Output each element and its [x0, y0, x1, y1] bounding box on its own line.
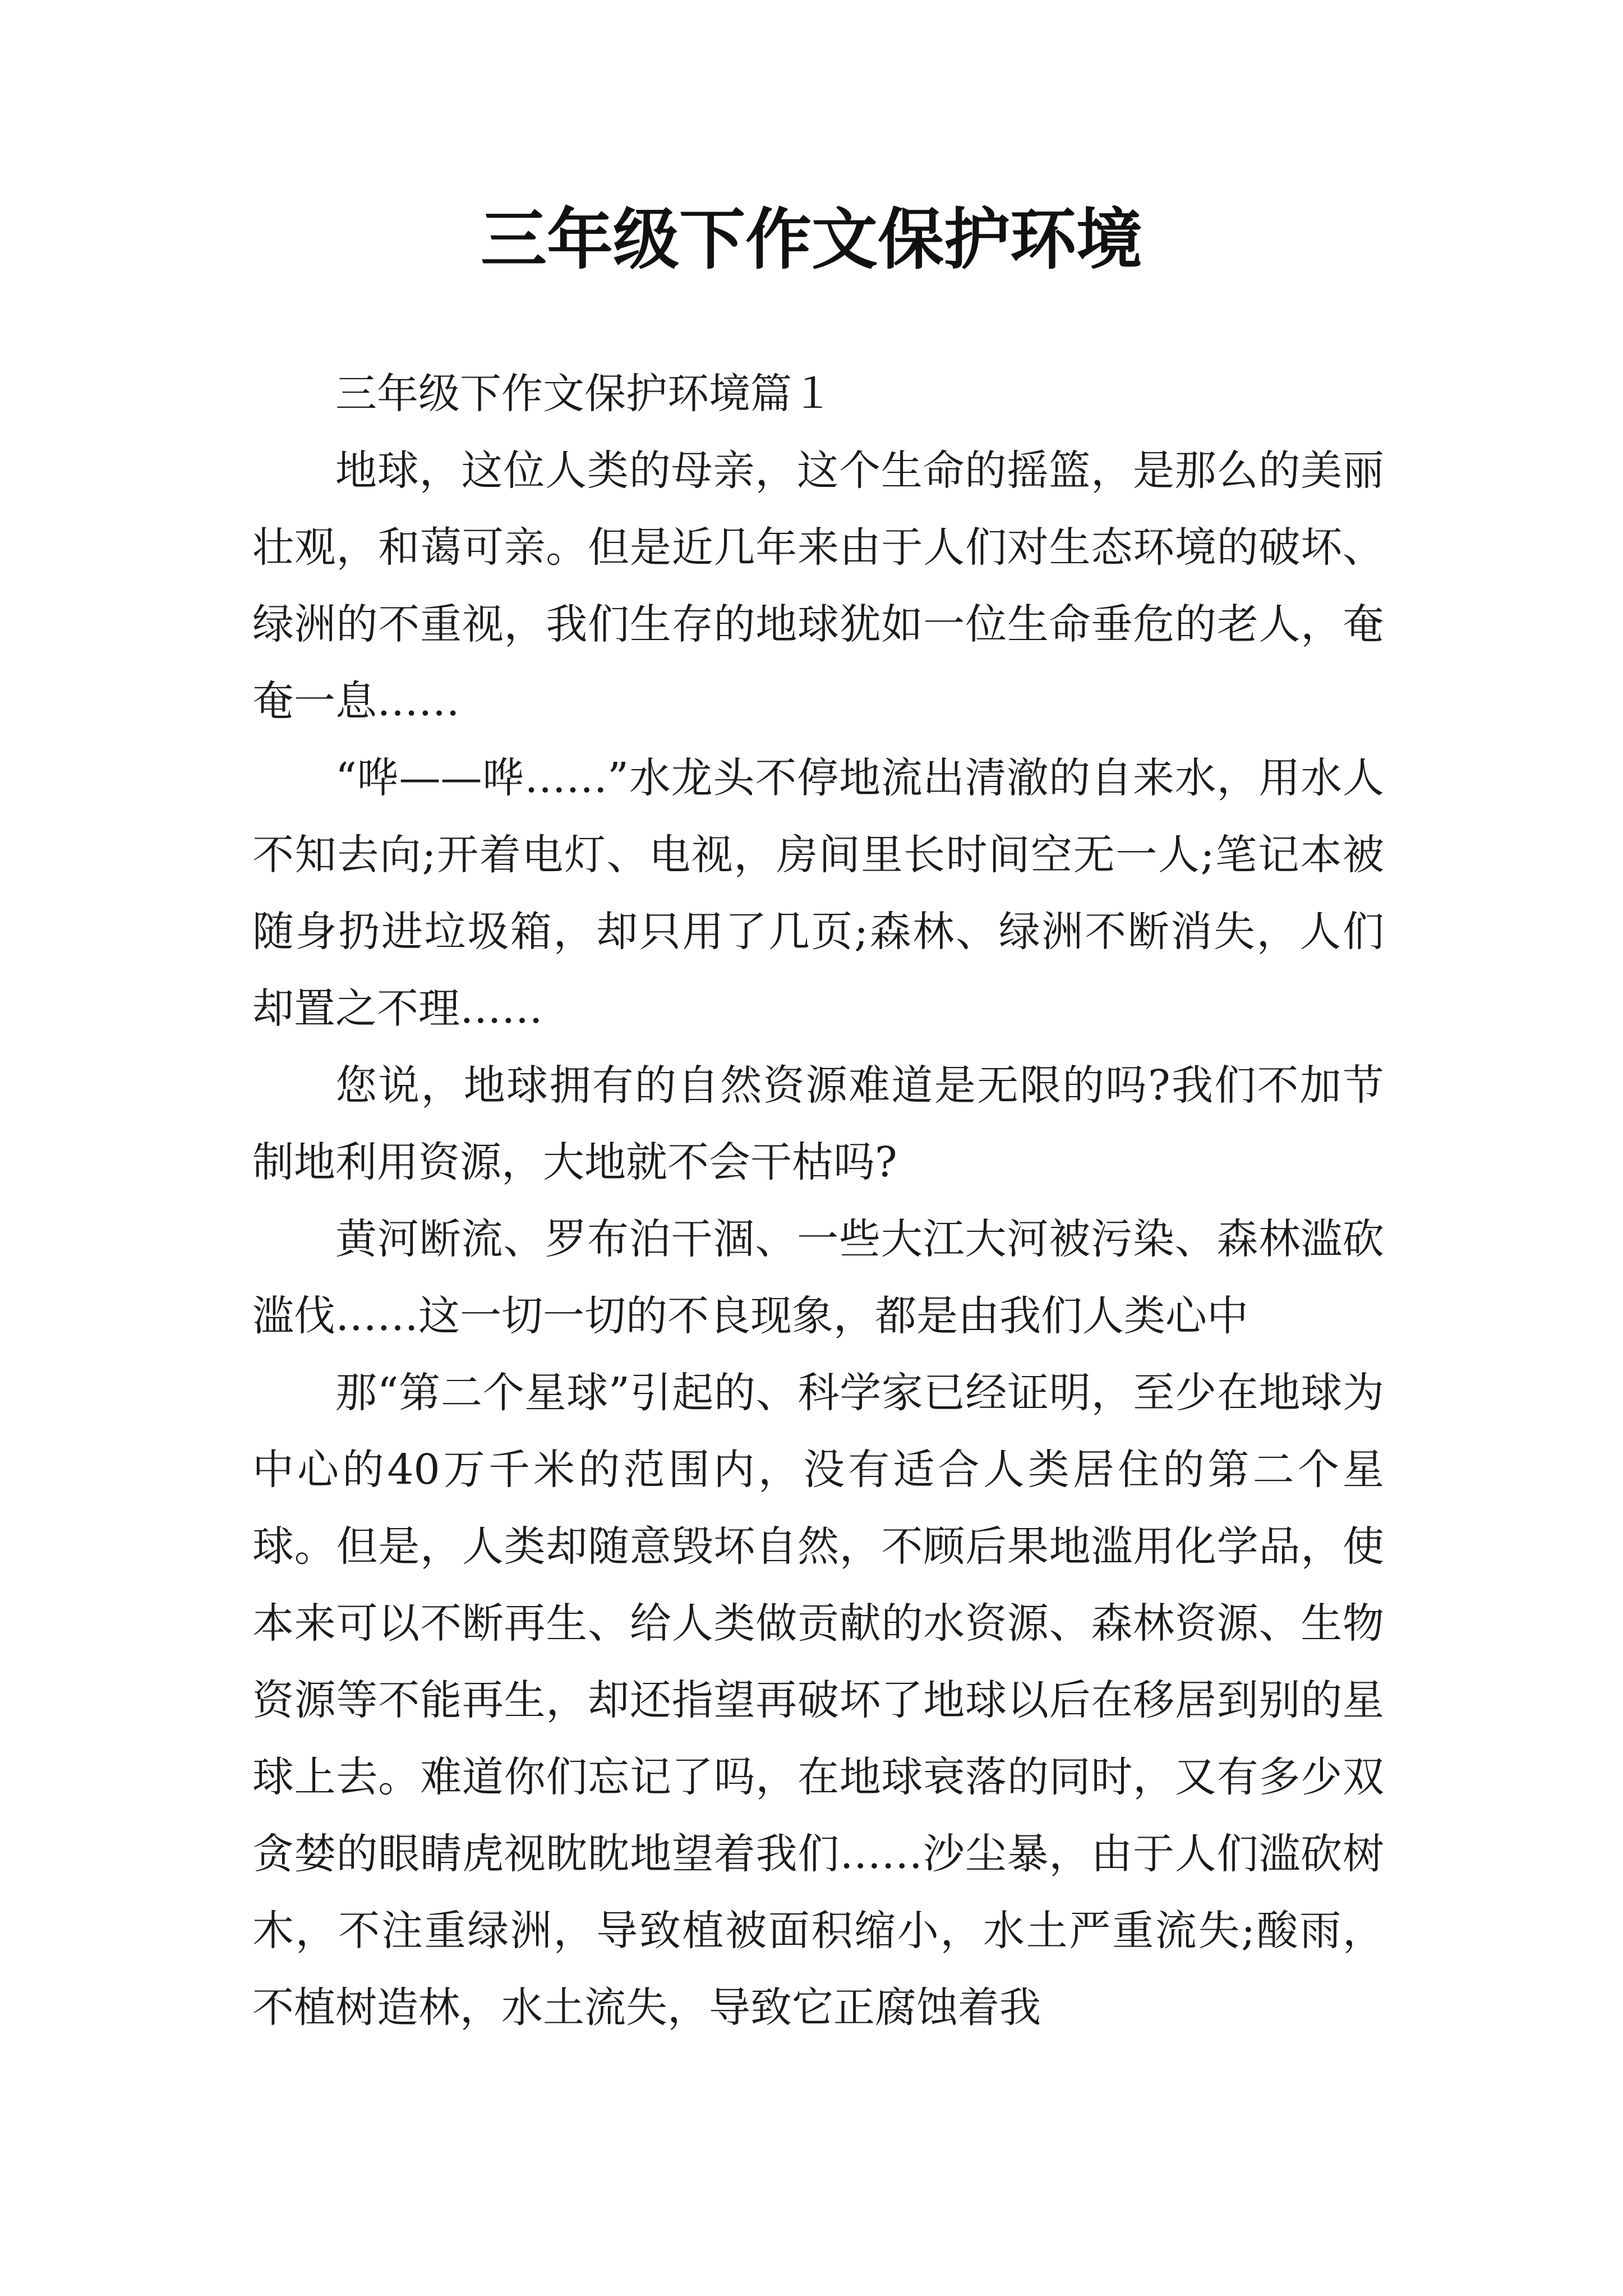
- document-title: 三年级下作文保护环境: [480, 200, 1142, 278]
- paragraph: 黄河断流、罗布泊干涸、一些大江大河被污染、森林滥砍滥伐……这一切一切的不良现象，都是由我们人类心中: [252, 1215, 1384, 1340]
- document-body: [252, 356, 1384, 2046]
- paragraph: 您说，地球拥有的自然资源难道是无限的吗?我们不加节制地利用资源，大地就不会干枯吗?: [252, 1061, 1384, 1186]
- paragraph: 那“第二个星球”引起的、科学家已经证明，至少在地球为中心的40万千米的范围内，没有适合人类居住的第二个星球。但是，人类却随意毁坏自然，不顾后果地滥用化学品，使本来可以不断再生、给人类做贡献的水资源、森林资源、生物资源等不能再生，却还指望再破坏了地球以后在移居到别的星球上去。难道你们忘记了吗，在地球衰落的同时，又有多少双贪婪的眼睛虎视眈眈地望着我们……沙尘暴，由于人们滥砍树木，不注重绿洲，导致植被面积缩小，水土严重流失;酸雨，不植树造林，水土流失，导致它正腐蚀着我: [252, 1369, 1384, 2032]
- section-heading: 三年级下作文保护环境篇１: [335, 370, 833, 418]
- paragraph: “哗——哗……”水龙头不停地流出清澈的自来水，用水人不知去向;开着电灯、电视，房间里长时间空无一人;笔记本被随身扔进垃圾箱，却只用了几页;森林、绿洲不断消失，人们却置之不理……: [252, 754, 1384, 1033]
- paragraph: 地球，这位人类的母亲，这个生命的摇篮，是那么的美丽壮观，和蔼可亲。但是近几年来由于人们对生态环境的破坏、绿洲的不重视，我们生存的地球犹如一位生命垂危的老人，奄奄一息……: [252, 447, 1384, 725]
